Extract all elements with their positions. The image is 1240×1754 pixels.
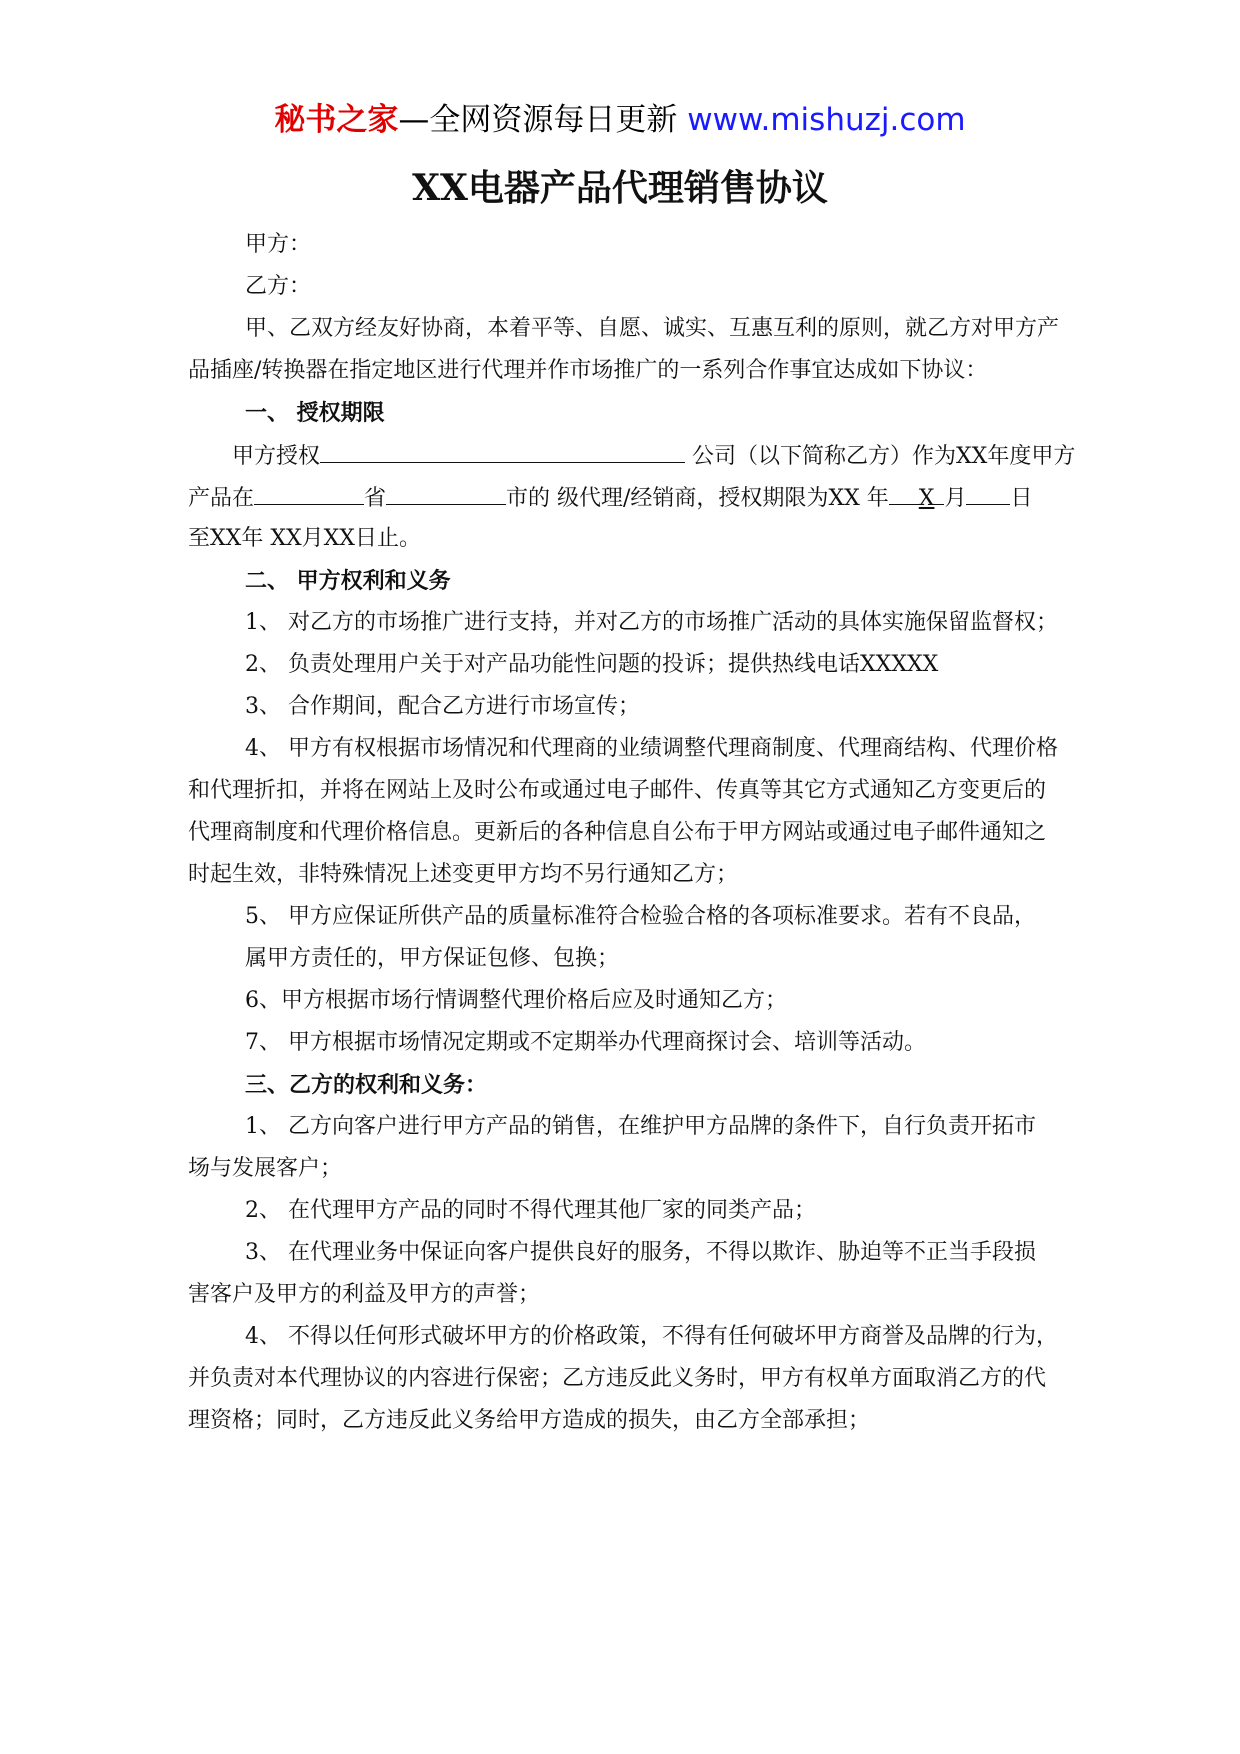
party-a-label: 甲方： xyxy=(245,232,312,257)
section-1-text: 月 xyxy=(944,486,967,511)
list-item: 2、 负责处理用户关于对产品功能性问题的投诉；提供热线电话XXXXX xyxy=(245,652,939,677)
month-blank-trail xyxy=(934,482,944,505)
section-1-text: 市的 级代理/经销商，授权期限为XX 年 xyxy=(506,486,889,511)
intro-paragraph-line: 甲、乙双方经友好协商，本着平等、自愿、诚实、互惠互利的原则，就乙方对甲方产 xyxy=(245,316,1060,341)
list-item: 4、 甲方有权根据市场情况和代理商的业绩调整代理商制度、代理商结构、代理价格 xyxy=(245,736,1058,761)
party-b-label: 乙方： xyxy=(245,274,312,299)
list-item: 4、 不得以任何形式破坏甲方的价格政策，不得有任何破坏甲方商誉及品牌的行为， xyxy=(245,1324,1058,1349)
month-blank-lead xyxy=(889,482,919,505)
list-item-continued: 和代理折扣，并将在网站上及时公布或通过电子邮件、传真等其它方式通知乙方变更后的 xyxy=(188,778,1047,803)
section-1-text: 公司（以下简称乙方）作为XX年度甲方 xyxy=(685,444,1076,469)
section-1-line xyxy=(188,482,1032,514)
section-1-line xyxy=(232,440,1075,472)
list-item: 3、 合作期间，配合乙方进行市场宣传； xyxy=(245,694,640,719)
document-title: XX电器产品代理销售协议 xyxy=(412,167,828,209)
site-banner xyxy=(0,100,1240,140)
company-blank xyxy=(320,440,685,463)
list-item-continued: 属甲方责任的，甲方保证包修、包换； xyxy=(245,946,620,971)
section-1-text: 甲方授权 xyxy=(232,444,321,469)
list-item-continued: 理资格；同时，乙方违反此义务给甲方造成的损失，由乙方全部承担； xyxy=(188,1408,871,1433)
section-3-heading: 三、乙方的权利和义务： xyxy=(245,1072,488,1098)
intro-paragraph-line: 品插座/转换器在指定地区进行代理并作市场推广的一系列合作事宜达成如下协议： xyxy=(188,358,988,383)
list-item: 2、 在代理甲方产品的同时不得代理其他厂家的同类产品； xyxy=(245,1198,816,1223)
list-item: 3、 在代理业务中保证向客户提供良好的服务，不得以欺诈、胁迫等不正当手段损 xyxy=(245,1240,1036,1265)
site-tagline: —全网资源每日更新 xyxy=(398,102,688,138)
section-1-text: 日 xyxy=(1010,486,1033,511)
list-item-continued: 场与发展客户； xyxy=(188,1156,343,1181)
site-brand: 秘书之家 xyxy=(274,102,399,138)
list-item-continued: 害客户及甲方的利益及甲方的声誉； xyxy=(188,1282,541,1307)
section-1-text: 产品在 xyxy=(188,486,255,511)
list-item-continued: 并负责对本代理协议的内容进行保密；乙方违反此义务时，甲方有权单方面取消乙方的代 xyxy=(188,1366,1047,1391)
list-item-continued: 代理商制度和代理价格信息。更新后的各种信息自公布于甲方网站或通过电子邮件通知之 xyxy=(188,820,1047,845)
list-item: 6、甲方根据市场行情调整代理价格后应及时通知乙方； xyxy=(245,988,787,1013)
list-item: 5、 甲方应保证所供产品的质量标准符合检验合格的各项标准要求。若有不良品， xyxy=(245,904,1036,929)
section-1-text: 省 xyxy=(364,486,387,511)
section-1-heading: 一、 授权期限 xyxy=(245,400,385,426)
city-blank xyxy=(386,482,506,505)
section-1-line: 至XX年 XX月XX日止。 xyxy=(188,526,421,551)
site-url-link[interactable]: www.mishuzj.com xyxy=(687,102,966,138)
list-item-continued: 时起生效，非特殊情况上述变更甲方均不另行通知乙方； xyxy=(188,862,739,887)
month-value: X xyxy=(918,486,935,511)
day-blank xyxy=(966,482,1010,505)
section-2-heading: 二、 甲方权利和义务 xyxy=(245,568,451,594)
list-item: 7、 甲方根据市场情况定期或不定期举办代理商探讨会、培训等活动。 xyxy=(245,1030,926,1055)
list-item: 1、 对乙方的市场推广进行支持，并对乙方的市场推广活动的具体实施保留监督权； xyxy=(245,610,1058,635)
province-blank xyxy=(254,482,364,505)
list-item: 1、 乙方向客户进行甲方产品的销售，在维护甲方品牌的条件下，自行负责开拓市 xyxy=(245,1114,1036,1139)
